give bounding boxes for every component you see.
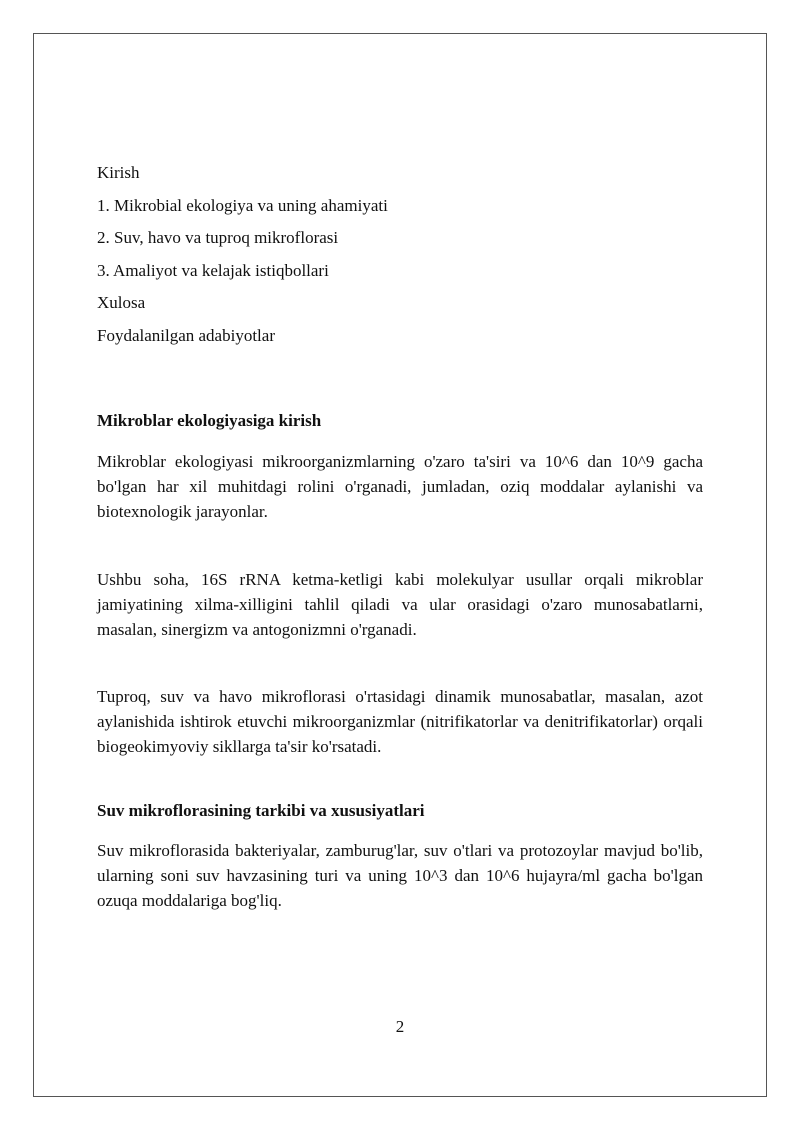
paragraph: Suv mikroflorasida bakteriyalar, zamburug'lar, suv o'tlari va protozoylar mavjud bo'lib, ularning soni suv havzasining turi va uning 10^3 dan 10^6 hujayra/ml gacha bo'lgan ozuqa moddalariga bog'liq. bbox=[97, 840, 703, 910]
page-number: 2 bbox=[395, 1017, 405, 1036]
page-content bbox=[97, 160, 703, 913]
paragraph: Mikroblar ekologiyasi mikroorganizmlarning o'zaro ta'siri va 10^6 dan 10^9 gacha bo'lgan har xil muhitdagi rolini o'rganadi, jumladan, oziq moddalar aylanishi va biotexnologik jarayonlar. bbox=[97, 451, 703, 521]
toc-item-chapter-2: 2. Suv, havo va tuproq mikroflorasi bbox=[97, 228, 339, 248]
toc-item-introduction: Kirish bbox=[97, 163, 140, 182]
paragraph: Ushbu soha, 16S rRNA ketma-ketligi kabi molekulyar usullar orqali mikroblar jamiyatining xilma-xilligini tahlil qiladi va ular orasidagi o'zaro munosabatlarni, masalan, sinergizm va antogonizmni o'rganadi. bbox=[97, 569, 703, 639]
section-heading-water-microflora: Suv mikroflorasining tarkibi va xususiyatlari bbox=[97, 800, 425, 820]
toc-item-references: Foydalanilgan adabiyotlar bbox=[97, 325, 275, 345]
toc-item-chapter-1: 1. Mikrobial ekologiya va uning ahamiyati bbox=[97, 195, 388, 215]
table-of-contents bbox=[97, 160, 703, 348]
toc-item-chapter-3: 3. Amaliyot va kelajak istiqbollari bbox=[97, 260, 329, 280]
toc-item-conclusion: Xulosa bbox=[97, 293, 146, 313]
section-heading-intro: Mikroblar ekologiyasiga kirish bbox=[97, 410, 322, 430]
paragraph: Tuproq, suv va havo mikroflorasi o'rtasidagi dinamik munosabatlar, masalan, azot aylanishida ishtirok etuvchi mikroorganizmlar (nitrifikatorlar va denitrifikatorlar) orqali biogeokimyoviy sikllarga ta'sir ko'rsatadi. bbox=[97, 686, 703, 756]
